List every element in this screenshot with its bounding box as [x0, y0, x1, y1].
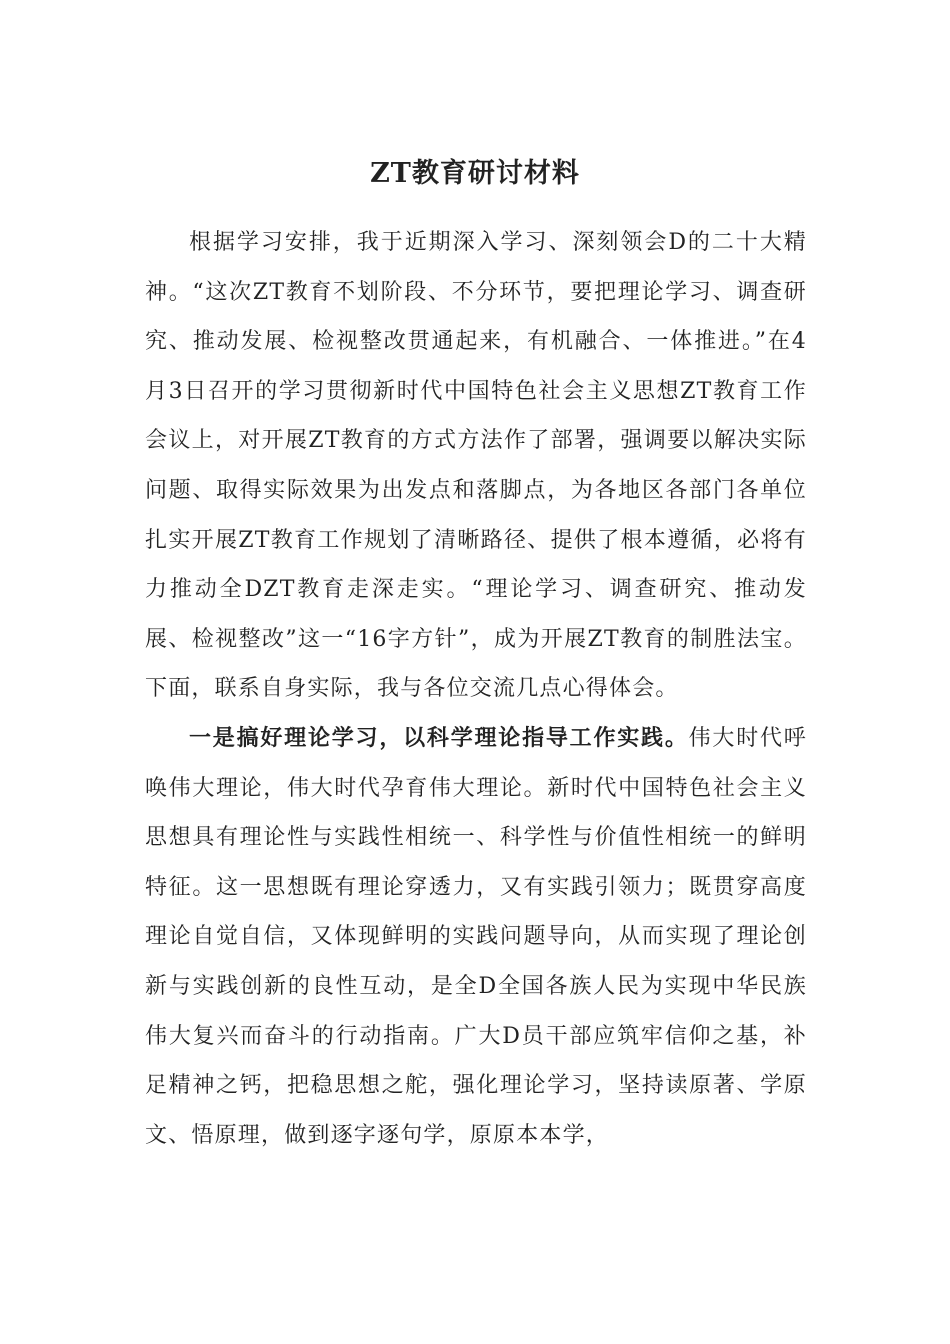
- document-title: ZT教育研讨材料: [370, 158, 580, 189]
- paragraph-text: 伟大时代呼唤伟大理论，伟大时代孕育伟大理论。新时代中国特色社会主义思想具有理论性与实践性相统一、科学性与价值性相统一的鲜明特征。这一思想既有理论穿透力，又有实践引领力；既贯穿高度理论自觉自信，又体现鲜明的实践问题导向，从而实现了理论创新与实践创新的良性互动，是全D全国各族人民为实现中华民族伟大复兴而奋斗的行动指南。广大D员干部应筑牢信仰之基，补足精神之钙，把稳思想之舵，强化理论学习，坚持读原著、学原文、悟原理，做到逐字逐句学，原原本本学，: [145, 725, 807, 1148]
- paragraph-text: 根据学习安排，我于近期深入学习、深刻领会D的二十大精神。“这次ZT教育不划阶段、不分环节，要把理论学习、调查研究、推动发展、检视整改贯通起来，有机融合、一体推进。”在4月3日召开的学习贯彻新时代中国特色社会主义思想ZT教育工作会议上，对开展ZT教育的方式方法作了部署，强调要以解决实际问题、取得实际效果为出发点和落脚点，为各地区各部门各单位扎实开展ZT教育工作规划了清晰路径、提供了根本遵循，必将有力推动全DZT教育走深走实。“理论学习、调查研究、推动发展、检视整改”这一“16字方针”，成为开展ZT教育的制胜法宝。下面，联系自身实际，我与各位交流几点心得体会。: [145, 230, 807, 702]
- paragraph-theory-study: [145, 714, 807, 1160]
- document-body: [145, 218, 807, 1160]
- paragraph-intro: [145, 218, 807, 714]
- paragraph-lead: 一是搞好理论学习，以科学理论指导工作实践。: [189, 724, 689, 751]
